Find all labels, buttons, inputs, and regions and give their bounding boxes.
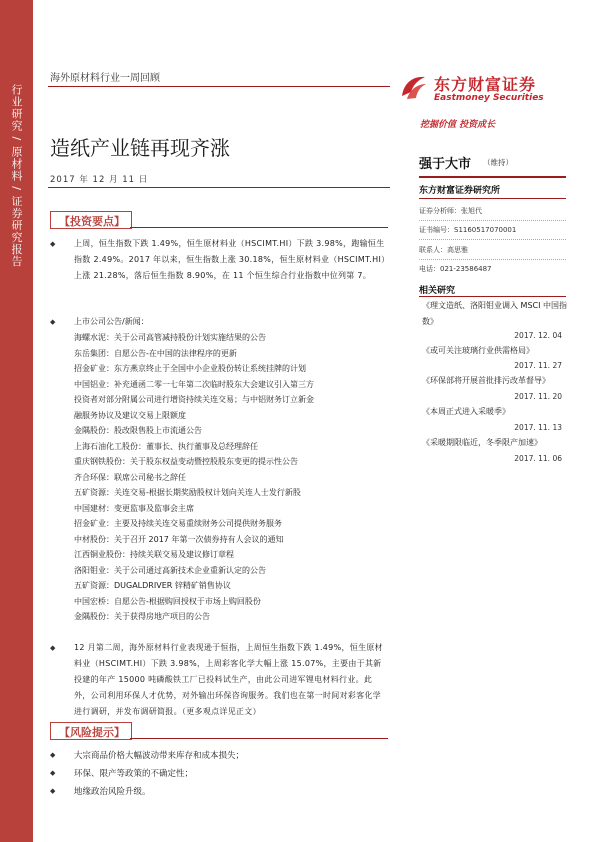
weekly-review: 12 月第二周，海外原材料行业表现逊于恒指，上周恒生指数下跌 1.49%，恒生原材料业（HSCIMT.HI）下跌 3.98%，上周彩客化学大幅上涨 15.07%，主要由于其新投建的年产 15000 吨磷酸铁工厂已投料试生产，由此公司进军锂电材料行业。此外，公司利用环保人才优势，对外输出环保咨询服务。我们也在第一时间对彩客化学进行调研，并发布调研简报。（更多观点详见正文） <box>74 643 383 716</box>
announcement-item: 洛阳钼业：关于公司通过高新技术企业重新认定的公告 <box>74 566 266 575</box>
diamond-bullet-icon: ◆ <box>50 644 56 652</box>
diamond-bullet-icon: ◆ <box>50 751 56 759</box>
related-item-date: 2017. 12. 04 <box>514 331 562 340</box>
highlights-heading <box>50 211 132 229</box>
announcement-item: 五矿资源：关连交易-根据长期奖励股权计划向关连人士发行新股 <box>74 488 301 497</box>
diamond-bullet-icon: ◆ <box>50 240 56 248</box>
risk-rule <box>130 738 388 739</box>
brand-name-en: Eastmoney Securities <box>434 93 544 103</box>
contact-phone: 电话：021-23586487 <box>419 265 492 273</box>
related-item-date: 2017. 11. 13 <box>514 423 562 432</box>
announcement-item: 融服务协议及建议交易上限额度 <box>74 411 186 420</box>
related-research-title: 相关研究 <box>419 286 456 296</box>
risk-item: 地缘政治风险升级。 <box>74 787 151 797</box>
announcement-item: 江西铜业股份：持续关联交易及建议修订章程 <box>74 550 234 559</box>
index-summary: 上周，恒生指数下跌 1.49%，恒生原材料业（HSCIMT.HI）下跌 3.98%，跑输恒生指数 2.49%。2017 年以来，恒生指数上涨 30.18%，恒生原材料业（HSCIMT.HI）上涨 21.28%，落后恒生指数 8.90%，在 11 个恒生综合行业指数中位列第 7。 <box>74 239 386 280</box>
diamond-bullet-icon: ◆ <box>50 318 56 326</box>
announcement-item: 招金矿业：主要及持续关连交易重续财务公司提供财务服务 <box>74 519 282 528</box>
date-divider <box>48 187 390 188</box>
analyst-name: 证券分析师：张旭代 <box>419 207 482 215</box>
announcement-item: 招金矿业：东方燕京终止于全国中小企业股份转让系统挂牌的计划 <box>74 364 306 373</box>
analyst-separator <box>419 220 566 221</box>
related-item-title[interactable]: 《或可关注玻璃行业供需格局》 <box>422 346 534 355</box>
announcement-item: 投资者对部分附属公司进行增资持续关连交易；与中铝财务订立新金 <box>74 395 314 404</box>
announcement-item: 东岳集团：自愿公告-在中国的法律程序的更新 <box>74 349 237 358</box>
sidebar-band <box>0 0 33 842</box>
report-title: 造纸产业链再现齐涨 <box>50 136 230 160</box>
analyst-separator <box>419 259 566 260</box>
analyst-separator <box>419 239 566 240</box>
related-divider <box>419 296 566 297</box>
report-date: 2017 年 12 月 11 日 <box>50 175 149 185</box>
announcements-title: 上市公司公告/新闻： <box>74 317 149 326</box>
sidebar-category: 行业研究 / 原材料 / 证券研究报告 <box>10 84 23 268</box>
brand-logo-icon <box>398 72 428 102</box>
related-item-title[interactable]: 《本周正式进入采暖季》 <box>422 407 510 416</box>
announcement-item: 金隅股份：关于获得房地产项目的公告 <box>74 612 210 621</box>
related-item-date: 2017. 11. 20 <box>514 392 562 401</box>
highlights-rule <box>130 227 388 228</box>
related-item-title[interactable]: 《环保部将开展首批排污改革督导》 <box>422 376 550 385</box>
related-item-date: 2017. 11. 27 <box>514 361 562 370</box>
highlights-heading-text: 【投资要点】 <box>59 215 125 228</box>
related-item-title[interactable]: 《理文造纸、洛阳钼业调入 MSCI 中国指数》 <box>422 301 568 326</box>
risk-item: 环保、限产等政策的不确定性； <box>74 769 194 779</box>
announcement-item: 中国铝业：补充通函二零一七年第二次临时股东大会建议引入第三方 <box>74 380 314 389</box>
announcement-item: 中材股份：关于召开 2017 年第一次债券持有人会议的通知 <box>74 535 284 544</box>
diamond-bullet-icon: ◆ <box>50 787 56 795</box>
risk-heading-text: 【风险提示】 <box>59 726 125 739</box>
announcement-item: 金隅股份：股改限售股上市流通公告 <box>74 426 202 435</box>
institute-name: 东方财富证券研究所 <box>419 186 501 196</box>
announcement-item: 上海石油化工股份：董事长、执行董事及总经理辞任 <box>74 442 258 451</box>
announcement-item: 中国宏桥：自愿公告-根据购回授权于市场上购回股份 <box>74 597 261 606</box>
header-divider <box>48 86 390 87</box>
announcement-item: 海螺水泥：关于公司高管减持股份计划实施结果的公告 <box>74 333 266 342</box>
related-item-date: 2017. 11. 06 <box>514 454 562 463</box>
report-series-tag: 海外原材料行业一周回顾 <box>50 73 160 84</box>
announcement-item: 齐合环保：联席公司秘书之辞任 <box>74 473 186 482</box>
related-item-title[interactable]: 《采暖期限临近，冬季限产加速》 <box>422 438 542 447</box>
contact-name: 联系人：高思雅 <box>419 246 468 254</box>
rating-value: 强于大市 <box>419 157 472 172</box>
institute-divider <box>419 198 566 199</box>
announcement-item: 重庆钢铁股份：关于股东权益变动暨控股股东变更的提示性公告 <box>74 457 298 466</box>
rating-box <box>419 150 566 178</box>
brand-logo <box>398 70 558 115</box>
rating-status: （维持） <box>483 158 513 167</box>
risk-heading <box>50 722 132 740</box>
risk-item: 大宗商品价格大幅波动带来库存和成本损失； <box>74 751 245 761</box>
diamond-bullet-icon: ◆ <box>50 769 56 777</box>
analyst-cert: 证书编号：S1160517070001 <box>419 226 517 234</box>
brand-slogan: 挖掘价值 投资成长 <box>420 120 496 130</box>
announcement-item: 五矿资源：DUGALDRIVER 锌精矿销售协议 <box>74 581 231 590</box>
announcement-item: 中国建材：变更监事及监事会主席 <box>74 504 194 513</box>
brand-name-cn: 东方财富证券 <box>434 75 537 94</box>
